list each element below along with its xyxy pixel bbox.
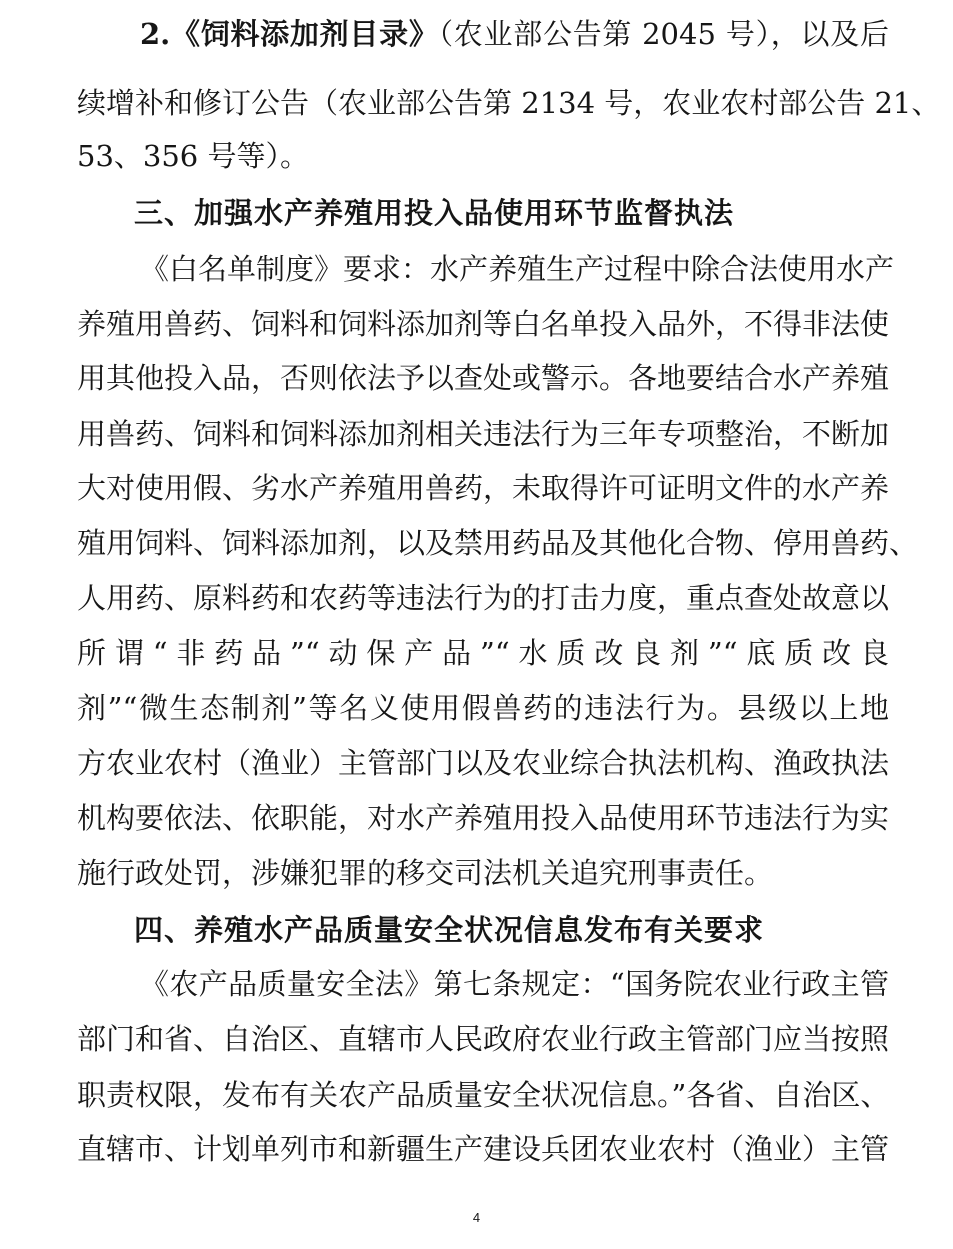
catalog-title: 2.《饲料添加剂目录》 xyxy=(140,17,439,51)
para3-line: 职责权限，发布有关农产品质量安全状况信息。”各省、自治区、 xyxy=(77,1078,890,1112)
para2-line: 方农业农村（渔业）主管部门以及农业综合执法机构、渔政执法 xyxy=(77,746,890,780)
para2-line: 养殖用兽药、饲料和饲料添加剂等白名单投入品外，不得非法使 xyxy=(77,307,890,341)
para3-line: 直辖市、计划单列市和新疆生产建设兵团农业农村（渔业）主管 xyxy=(77,1132,890,1166)
para1-line-1 xyxy=(140,14,889,54)
section-heading-3: 三、加强水产养殖用投入品使用环节监督执法 xyxy=(134,196,735,230)
para2-line: 《白名单制度》要求：水产养殖生产过程中除合法使用水产 xyxy=(140,252,895,286)
para2-line: 机构要依法、依职能，对水产养殖用投入品使用环节违法行为实 xyxy=(77,801,890,835)
para3-line: 《农产品质量安全法》第七条规定：“国务院农业行政主管 xyxy=(140,967,889,1001)
para2-line: 殖用饲料、饲料添加剂，以及禁用药品及其他化合物、停用兽药、 xyxy=(77,526,919,560)
para2-line: 人用药、原料药和农药等违法行为的打击力度，重点查处故意以 xyxy=(77,581,890,615)
para2-line: 用兽药、饲料和饲料添加剂相关违法行为三年专项整治，不断加 xyxy=(77,417,890,451)
section-heading-4: 四、养殖水产品质量安全状况信息发布有关要求 xyxy=(134,913,765,947)
para1-line-2: 续增补和修订公告（农业部公告第 2134 号，农业农村部公告 21、 xyxy=(77,86,941,120)
para2-line: 大对使用假、劣水产养殖用兽药，未取得许可证明文件的水产养 xyxy=(77,471,890,505)
para2-line: 施行政处罚，涉嫌犯罪的移交司法机关追究刑事责任。 xyxy=(77,856,774,890)
para1-line-3: 53、356 号等）。 xyxy=(77,139,309,173)
para2-line: 用其他投入品，否则依法予以查处或警示。各地要结合水产养殖 xyxy=(77,361,890,395)
para3-line: 部门和省、自治区、直辖市人民政府农业行政主管部门应当按照 xyxy=(77,1022,890,1056)
para2-line: 所谓“非药品”“动保产品”“水质改良剂”“底质改良 xyxy=(77,636,889,670)
catalog-title-rest: （农业部公告第 2045 号），以及后 xyxy=(438,17,889,51)
para2-line: 剂”“微生态制剂”等名义使用假兽药的违法行为。县级以上地 xyxy=(77,691,889,725)
page-number: 4 xyxy=(472,1210,481,1225)
